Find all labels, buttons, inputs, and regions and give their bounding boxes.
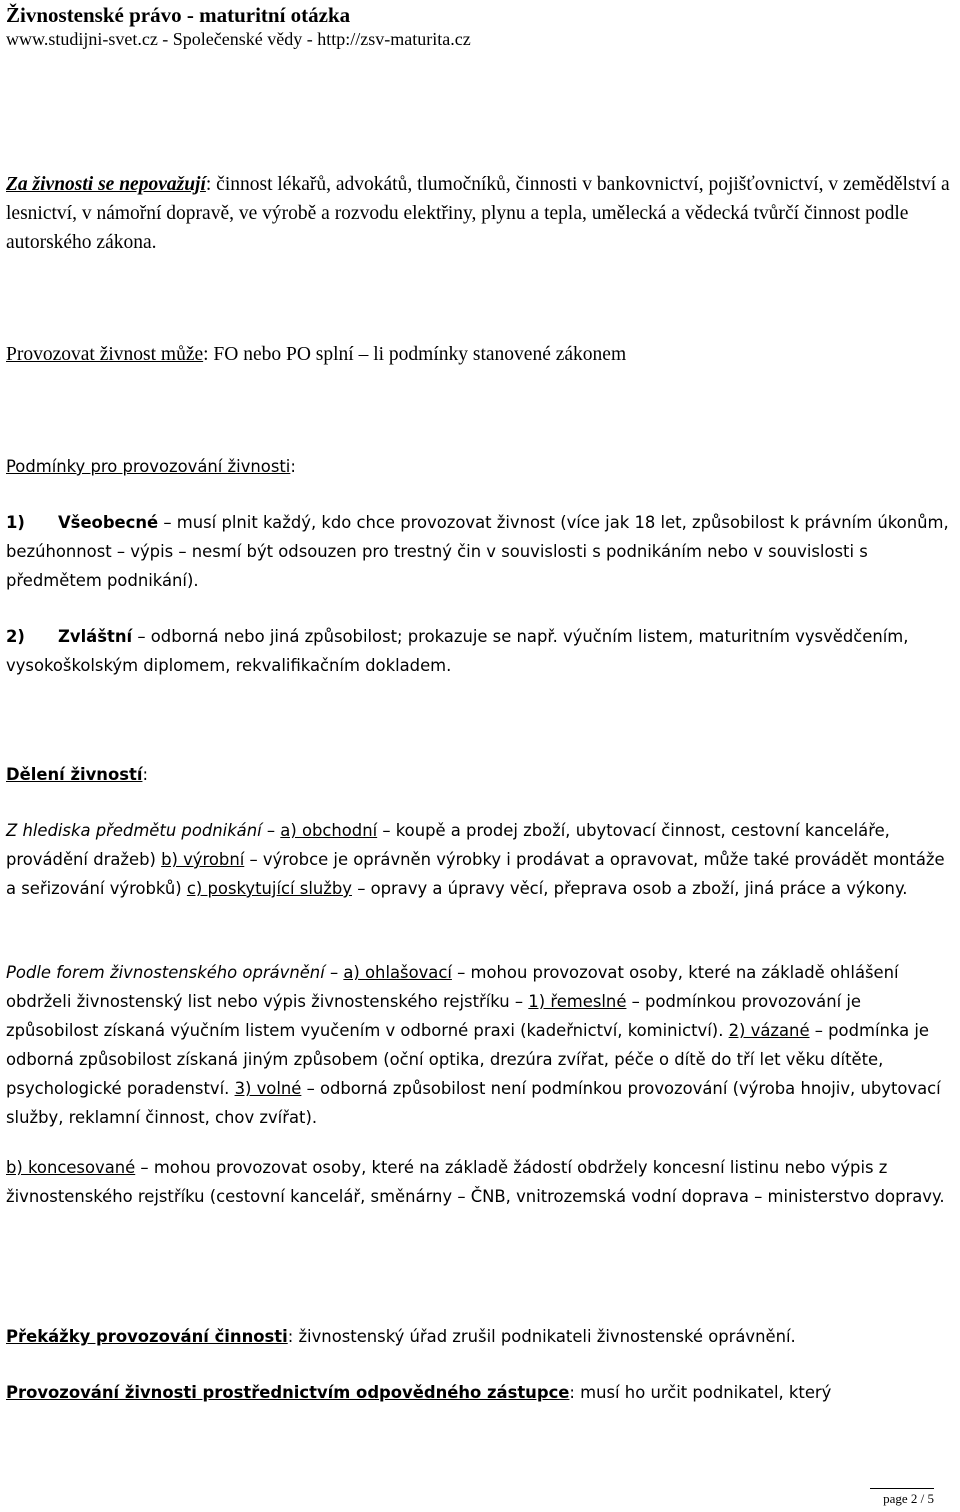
- label-free: 3) volné: [234, 1079, 302, 1098]
- term-representative: Provozování živnosti prostřednictvím odpovědného zástupce: [6, 1383, 570, 1402]
- heading-division: [6, 760, 956, 789]
- text-craft: – podmínkou provozování je způsobilost získaná výučním listem vyučením v odborné praxi (kadeřnictví, kominictví).: [6, 992, 862, 1040]
- division-colon: :: [142, 765, 148, 784]
- representative-text: : musí ho určit podnikatel, který: [569, 1383, 832, 1402]
- division-by-form: [6, 958, 956, 1132]
- condition-special-term: Zvláštní: [58, 627, 133, 646]
- condition-special: [6, 622, 956, 680]
- exclusions-text: : činnost lékařů, advokátů, tlumočníků, činnosti v bankovnictví, pojišťovnictví, v zemědělství a lesnictví, v námořní dopravě, ve výrobě a rozvodu elektřiny, plynu a tepla, umělecká a vědecká tvůrčí činnost podle autorského zákona.: [6, 174, 950, 253]
- term-conditions: Podmínky pro provozování živnosti: [6, 457, 291, 476]
- term-who-can-operate: Provozovat živnost může: [6, 344, 204, 365]
- division-by-subject: [6, 816, 956, 903]
- paragraph-exclusions: [6, 170, 956, 257]
- term-exclusions: Za živnosti se nepovažují: [6, 174, 206, 195]
- text-trade: – koupě a prodej zboží, ubytovací činnost, cestovní kanceláře, provádění dražeb): [6, 821, 890, 869]
- text-bound: – podmínka je odborná způsobilost získaná jiným způsobem (oční optika, drezúra zvířat, péče o dítě do tří let věku dítěte, psychologické poradenství.: [6, 1021, 929, 1098]
- label-bound: 2) vázané: [728, 1021, 810, 1040]
- paragraph-obstacles: [6, 1322, 956, 1351]
- document-subtitle: www.studijni-svet.cz - Společenské vědy - http://zsv-maturita.cz: [6, 29, 471, 49]
- paragraph-representative: [6, 1378, 956, 1407]
- heading-conditions: [6, 452, 956, 481]
- division-by-subject-lead: Z hlediska předmětu podnikání: [6, 821, 262, 840]
- obstacles-text: : živnostenský úřad zrušil podnikateli živnostenské oprávnění.: [287, 1327, 796, 1346]
- label-production: b) výrobní: [161, 850, 245, 869]
- page-header: [6, 2, 471, 50]
- who-can-operate-text: : FO nebo PO splní – li podmínky stanovené zákonem: [203, 344, 627, 365]
- label-notification: a) ohlašovací: [343, 963, 452, 982]
- page-number: page 2 / 5: [883, 1491, 934, 1506]
- conditions-colon: :: [290, 457, 296, 476]
- condition-general: [6, 508, 956, 595]
- condition-general-text: – musí plnit každý, kdo chce provozovat živnost (více jak 18 let, způsobilost k právním úkonům, bezúhonnost – výpis – nesmí být odsouzen pro trestný čin v souvislosti s podnikáním nebo v souvislosti s předmětem podnikání).: [6, 513, 949, 590]
- text-concession: – mohou provozovat osoby, které na základě žádostí obdržely koncesní listinu nebo výpis z živnostenského rejstříku (cestovní kancelář, směnárny – ČNB, vnitrozemská vodní doprava – ministerstvo dopravy.: [6, 1158, 945, 1206]
- term-division: Dělení živností: [6, 765, 143, 784]
- label-concession: b) koncesované: [6, 1158, 136, 1177]
- footer-divider: [870, 1488, 934, 1489]
- label-trade: a) obchodní: [280, 821, 378, 840]
- text-notification: – mohou provozovat osoby, které na základě ohlášení obdrželi živnostenský list nebo výpis živnostenského rejstříku –: [6, 963, 899, 1011]
- label-craft: 1) řemeslné: [528, 992, 627, 1011]
- condition-number: 2): [6, 627, 25, 646]
- dash: –: [261, 821, 281, 840]
- paragraph-who-can-operate: [6, 340, 956, 369]
- document-title: Živnostenské právo - maturitní otázka: [6, 3, 351, 27]
- text-free: – odborná způsobilost není podmínkou provozování (výroba hnojiv, ubytovací služby, reklamní činnost, chov zvířat).: [6, 1079, 941, 1127]
- dash: –: [324, 963, 344, 982]
- division-by-form-lead: Podle forem živnostenského oprávnění: [6, 963, 325, 982]
- text-production: – výrobce je oprávněn výrobky i prodávat a opravovat, může také provádět montáže a seřizování výrobků): [6, 850, 945, 898]
- condition-number: 1): [6, 513, 25, 532]
- condition-general-term: Všeobecné: [58, 513, 159, 532]
- label-services: c) poskytující služby: [186, 879, 352, 898]
- text-services: – opravy a úpravy věcí, přeprava osob a zboží, jiná práce a výkony.: [351, 879, 908, 898]
- term-obstacles: Překážky provozování činnosti: [6, 1327, 288, 1346]
- condition-special-text: – odborná nebo jiná způsobilost; prokazuje se např. výučním listem, maturitním vysvědčením, vysokoškolským diplomem, rekvalifikačním dokladem.: [6, 627, 909, 675]
- division-concession: [6, 1153, 956, 1211]
